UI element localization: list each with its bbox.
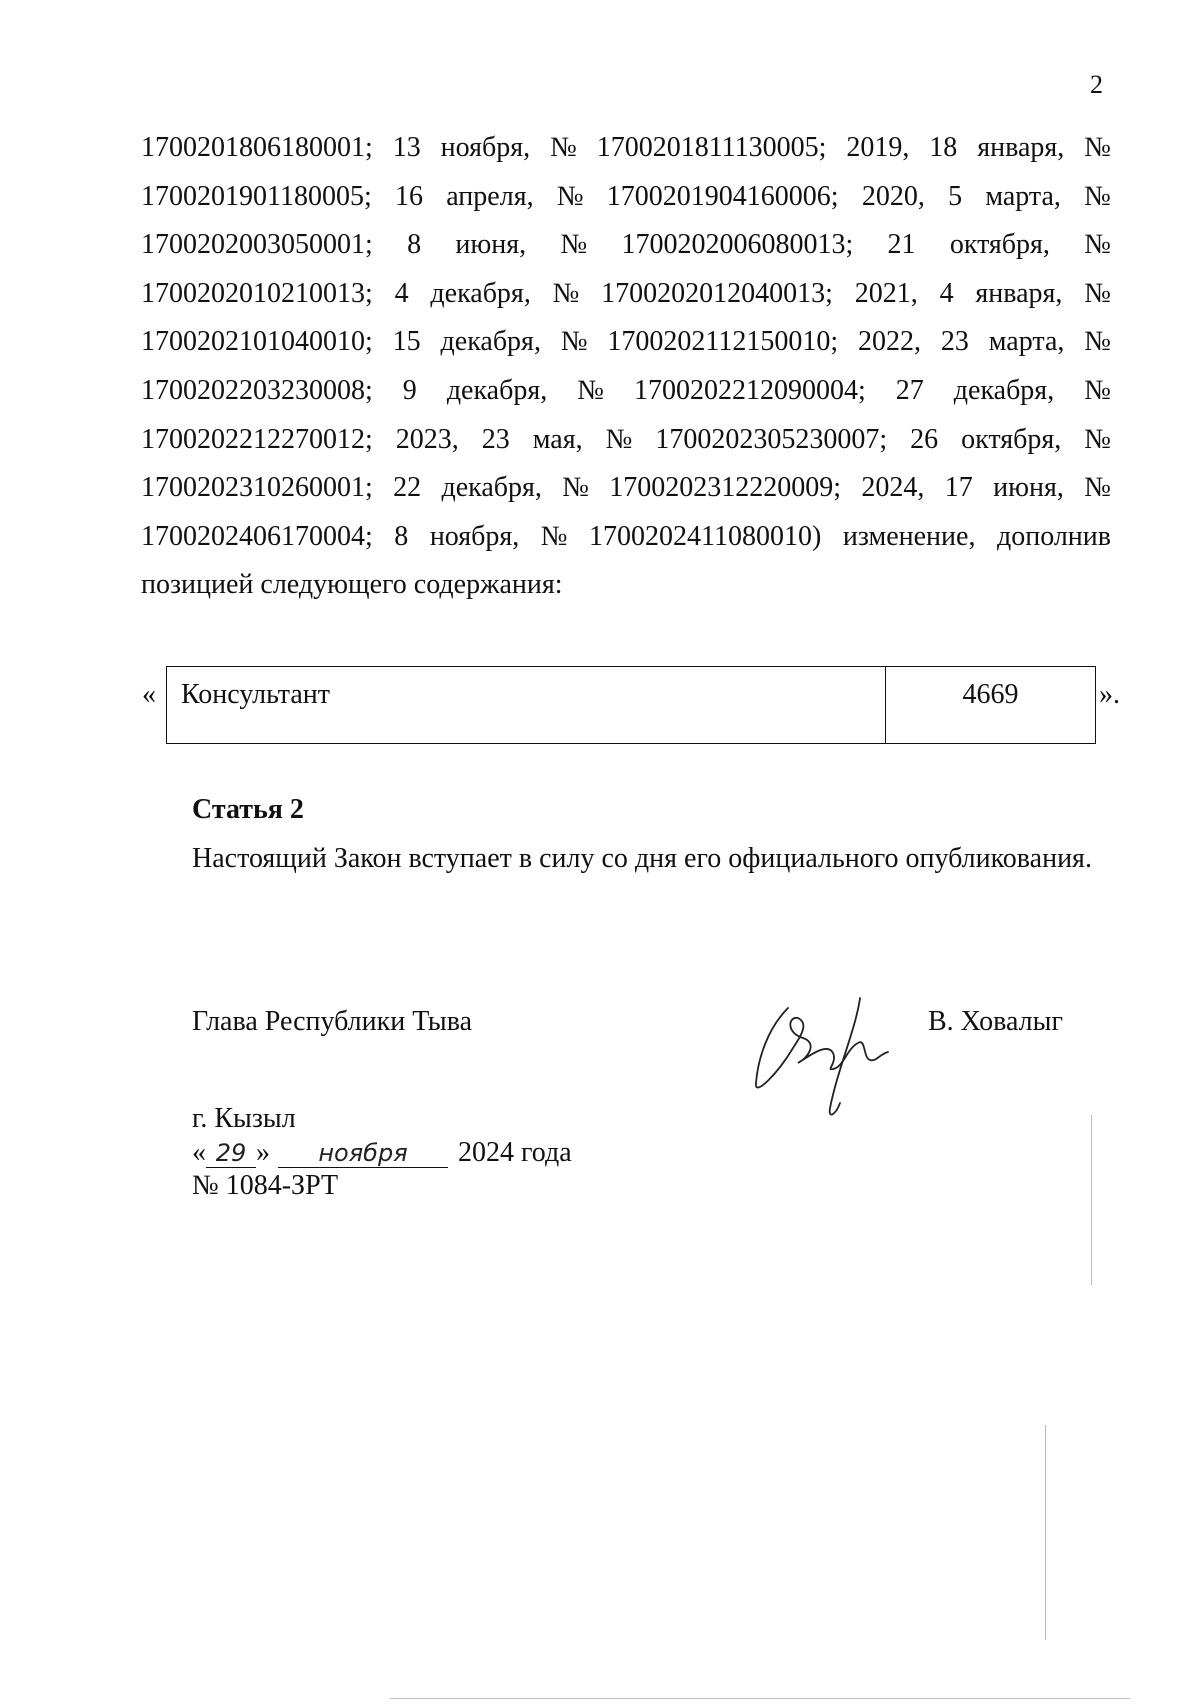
word: 26 — [910, 423, 939, 455]
word: № — [1084, 423, 1111, 455]
word: № — [560, 326, 588, 358]
place-of-signing: г. Кызыл — [192, 1103, 296, 1134]
word: № — [605, 423, 633, 455]
word: 15 — [392, 326, 421, 358]
word: № — [1084, 277, 1111, 309]
word: 1700202112150010; — [607, 326, 839, 358]
word: № — [540, 520, 568, 552]
amendment-text — [141, 124, 1111, 610]
word: 5 — [948, 180, 963, 212]
word: № — [1084, 326, 1111, 358]
date-quote-open: « — [192, 1137, 206, 1168]
word: 18 — [929, 132, 958, 163]
text-line — [141, 221, 1111, 270]
word: 2021, — [854, 277, 918, 309]
word: 1700202101040010; — [141, 326, 373, 358]
word: 1700202305230007; — [655, 423, 888, 455]
word: 1700202411080010) — [589, 520, 822, 552]
word: 2023, — [395, 423, 459, 455]
text-line — [141, 513, 1111, 562]
word: 16 — [395, 180, 423, 212]
word: № — [1084, 132, 1111, 163]
word: 1700202212090004; — [633, 374, 866, 406]
word: № — [1084, 472, 1111, 504]
word: ноября, — [429, 520, 520, 552]
word: 17 — [944, 472, 973, 504]
word: 2024, — [861, 472, 925, 504]
word: 1700201806180001; — [141, 132, 373, 163]
word: 4 — [939, 277, 954, 309]
table-quote-open: « — [142, 679, 156, 710]
word: 1700201811130005; — [596, 132, 827, 163]
scan-bottom-line — [390, 1698, 1130, 1699]
date-year: 2024 года — [458, 1137, 572, 1168]
date-month: ноября — [278, 1139, 448, 1168]
word: октября, — [949, 229, 1050, 261]
text-line — [141, 416, 1111, 465]
law-number: № 1084-ЗРТ — [192, 1170, 339, 1201]
position-name-cell: Консультант — [167, 667, 886, 744]
signer-title: Глава Республики Тыва — [192, 1006, 473, 1037]
text-line — [141, 318, 1111, 367]
word: № — [556, 180, 584, 212]
word: 1700202310260001; — [141, 472, 373, 504]
word: 23 — [481, 423, 510, 455]
text-line — [141, 464, 1111, 513]
scan-edge-line — [1045, 1425, 1046, 1640]
date-day: 29 — [206, 1139, 256, 1168]
word: № — [1084, 374, 1111, 406]
scan-edge-line — [1091, 1115, 1092, 1285]
word: апреля, — [446, 180, 534, 212]
word: января, — [975, 277, 1063, 309]
word: ноября, — [440, 132, 531, 163]
word: № — [1084, 180, 1111, 212]
page-number: 2 — [1090, 70, 1103, 99]
position-code-cell: 4669 — [886, 667, 1096, 744]
text-line-last: позицией следующего содержания: — [141, 569, 563, 601]
word: 1700202212270012; — [141, 423, 373, 455]
word: изменение, — [842, 520, 976, 552]
table-quote-close: ». — [1099, 679, 1120, 710]
word: октября, — [961, 423, 1062, 455]
word: 21 — [887, 229, 916, 261]
word: 1700201901180005; — [141, 180, 372, 212]
word: 2020, — [861, 180, 925, 212]
word: марта, — [985, 180, 1061, 212]
word: 1700202406170004; — [141, 520, 373, 552]
word: декабря, — [441, 472, 542, 504]
text-line — [141, 124, 1111, 173]
word: № — [552, 277, 580, 309]
article-text: Настоящий Закон вступает в силу со дня его официального опубликования. — [192, 843, 1092, 874]
word: 23 — [940, 326, 969, 358]
text-line — [141, 270, 1111, 319]
word: 22 — [393, 472, 422, 504]
word: 1700202312220009; — [609, 472, 842, 504]
word: № — [1084, 229, 1111, 261]
word: № — [577, 374, 604, 406]
word: 27 — [895, 374, 924, 406]
word: июня, — [455, 229, 527, 261]
text-line — [141, 367, 1111, 416]
text-line — [141, 173, 1111, 222]
word: декабря, — [953, 374, 1055, 406]
word: 1700202010210013; — [141, 277, 373, 309]
article-title: Статья 2 — [192, 794, 304, 825]
word: декабря, — [430, 277, 531, 309]
word: 1700202006080013; — [621, 229, 854, 261]
word: 4 — [394, 277, 409, 309]
date-quote-close: » — [256, 1137, 270, 1168]
signing-date — [192, 1137, 572, 1169]
word: марта, — [988, 326, 1065, 358]
word: № — [562, 472, 589, 504]
word: января, — [977, 132, 1065, 163]
word: июня, — [993, 472, 1064, 504]
word: мая, — [532, 423, 583, 455]
word: 1700201904160006; — [606, 180, 839, 212]
word: 1700202003050001; — [141, 229, 373, 261]
handwritten-signature — [748, 988, 898, 1128]
word: 13 — [392, 132, 421, 163]
signer-name: В. Ховалыг — [928, 1006, 1063, 1037]
word: 8 — [394, 520, 409, 552]
table-row — [167, 667, 1096, 744]
word: 1700202012040013; — [601, 277, 833, 309]
word: декабря, — [446, 374, 548, 406]
word: № — [550, 132, 577, 163]
word: декабря, — [440, 326, 541, 358]
word: № — [560, 229, 588, 261]
word: 1700202203230008; — [141, 374, 373, 406]
word: 9 — [402, 374, 417, 406]
word: дополнив — [996, 520, 1111, 552]
word: 2022, — [858, 326, 922, 358]
position-table — [166, 666, 1096, 744]
word: 8 — [407, 229, 422, 261]
word: 2019, — [846, 132, 910, 163]
